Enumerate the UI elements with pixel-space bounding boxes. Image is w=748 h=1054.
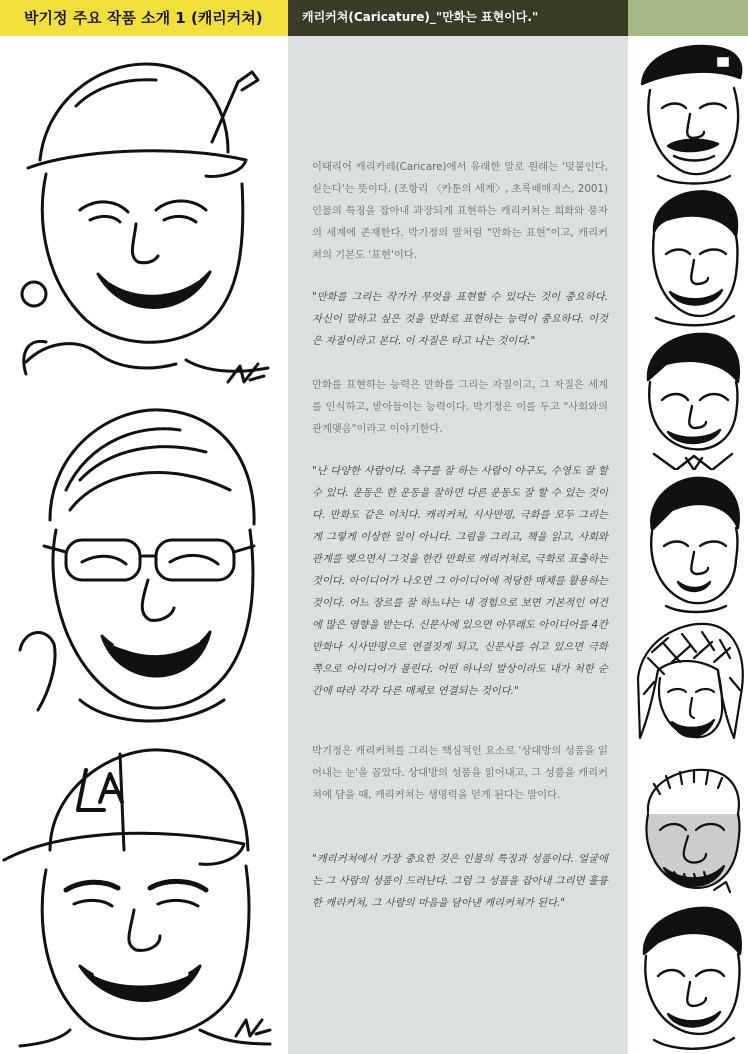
page-subtitle: 캐리커쳐(Caricature)_"만화는 표현이다." [302, 10, 539, 24]
quote-3: "캐리커쳐에서 가장 중요한 것은 인물의 특징과 성품이다. 얼굴에는 그 사람의 성품이 드러난다. 그럼 그 성품을 잡아내 그리면 훌륭한 캐리커쳐, 그 사람의 마음을 담아낸 캐리커쳐가 된다." [312, 853, 608, 909]
quote-1: "만화를 그리는 작가가 무엇을 표현할 수 있다는 것이 중요하다. 자신이 말하고 싶은 것을 만화로 표현하는 능력이 중요하다. 이것은 자질이라고 본다. 이 자질은 타고 나는 것이다." [312, 291, 608, 347]
paragraph-1: 이태리어 캐리카레(Caricare)에서 유래한 말로 원래는 '덧붙인다, 싣는다'는 뜻이다. (조항리 〈카툰의 세계〉, 초록배매직스, 2001) 인물의 특징을 잡아내 과장되게 표현하는 캐리커쳐는 희화와 풍자의 세계에 존재한다. 박기정의 말처럼 "만화는 표현"이고, 캐리커쳐의 기본도 '표현'이다. [312, 161, 609, 261]
article-body [312, 148, 608, 1008]
caricature-bearded-man [634, 764, 746, 902]
subtitle-bar [288, 0, 628, 36]
caricature-glasses-man [10, 400, 280, 736]
title-bar [0, 0, 288, 36]
caricature-la-cap-man [0, 740, 286, 1048]
caricature-young-man [636, 474, 744, 614]
caricature-beret-man [634, 40, 746, 188]
caricature-tall-hair-man [636, 188, 744, 328]
paragraph-3: 박기정은 캐리커쳐를 그리는 핵심적인 요소로 '상대방의 성품을 읽어내는 눈'을 꼽았다. 상대방의 성품을 읽어내고, 그 성품을 캐리커쳐에 담을 때, 캐리커쳐는 생명력을 얻게 된다는 말이다. [312, 745, 608, 801]
caricature-suit-man [636, 330, 744, 470]
paragraph-2: 만화를 표현하는 능력은 만화를 그리는 자질이고, 그 자질은 세계를 인식하고, 받아들이는 능력이다. 박기정은 이를 두고 "사회와의 관계맺음"이라고 이야기한다. [312, 379, 608, 435]
accent-bar [628, 0, 748, 36]
page-title: 박기정 주요 작품 소개 1 (캐리커쳐) [24, 9, 263, 27]
caricature-older-man [634, 904, 746, 1052]
signature-mark [228, 364, 264, 382]
quote-2: "난 다양한 사람이다. 축구를 잘 하는 사람이 야구도, 수영도 잘 할 수 있다. 운동은 한 운동을 잘하면 다른 운동도 잘 할 수 있는 것이다. 만화도 같은 이치다. 캐리커쳐, 시사만평, 극화를 모두 그리는게 그렇게 이상한 일이 아니다. 그림을 그리고, 책을 읽고, 사회와 관계를 맺으면서 그것을 한칸 만화로 캐리커쳐로, 극화로 표출하는 것이다. 아이디어가 나오면 그 아이디어에 적당한 매체를 활용하는 것이다. 어느 장르를 잘 하느냐는 내 경험으로 보면 기본적인 여건에 많은 영향을 받는다. 신문사에 있으면 아무래도 아이디어를 4칸 만화나 시사만평으로 연결짓게 되고, 신문사를 쉬고 있으면 극화 쪽으로 아이디어가 몰린다. 어떤 하나의 발상이라도 내가 처한 순간에 따라 각각 다른 매체로 연결되는 것이다." [312, 465, 608, 697]
caricature-golfer [6, 42, 282, 394]
caricature-keffiyeh-man [634, 618, 746, 766]
